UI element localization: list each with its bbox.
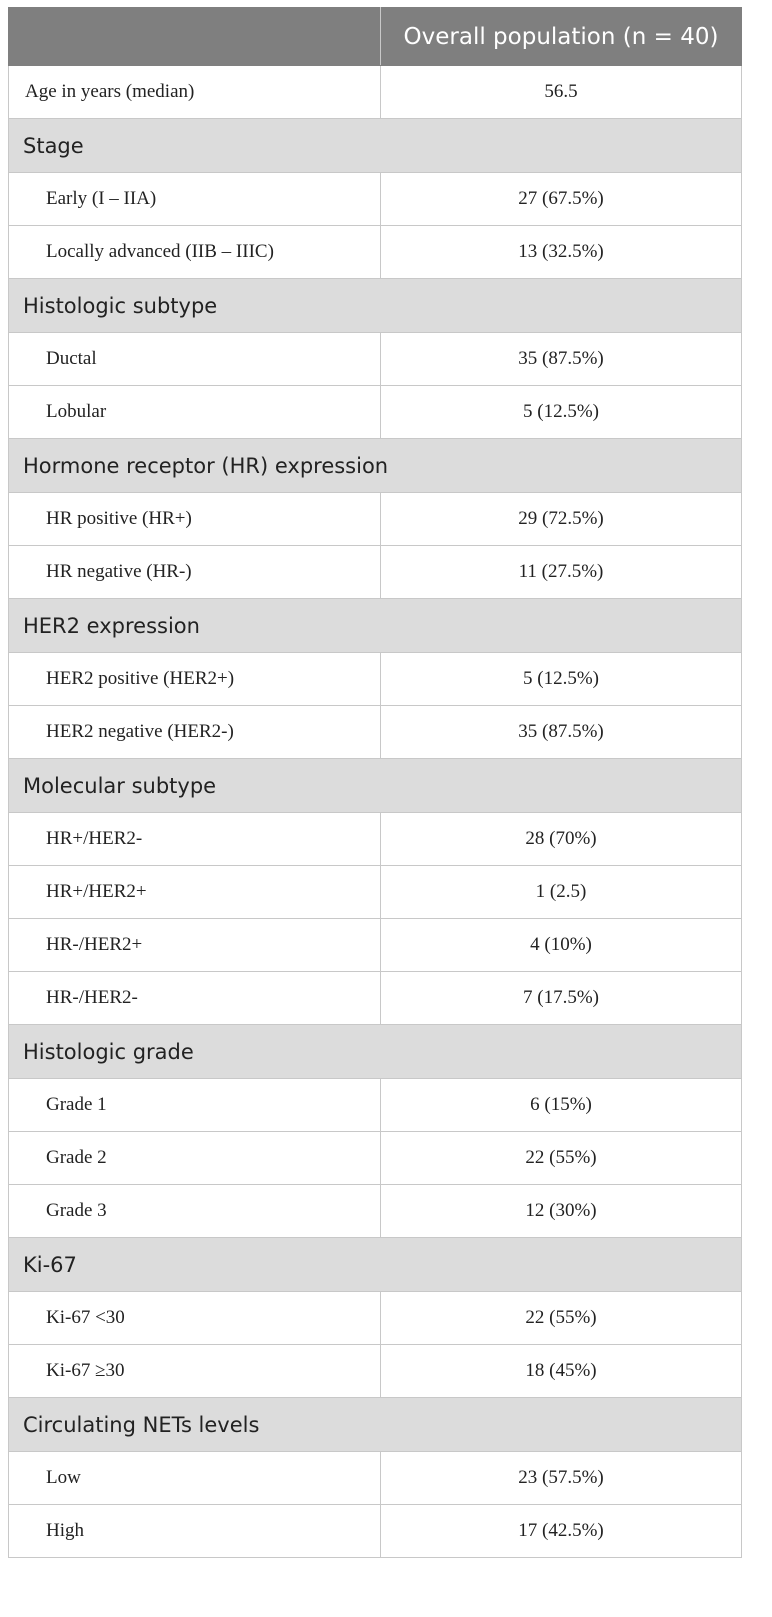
row-label: Grade 1	[9, 1079, 381, 1132]
table-row	[9, 1345, 742, 1398]
table-row	[9, 919, 742, 972]
row-label: Ductal	[9, 333, 381, 386]
row-value: 28 (70%)	[381, 813, 742, 866]
row-label: Age in years (median)	[9, 66, 381, 119]
row-value: 17 (42.5%)	[381, 1505, 742, 1558]
section-header-row	[9, 759, 742, 813]
row-value: 22 (55%)	[381, 1292, 742, 1345]
row-label: HR+/HER2-	[9, 813, 381, 866]
table-row	[9, 972, 742, 1025]
row-value: 22 (55%)	[381, 1132, 742, 1185]
table-row	[9, 1185, 742, 1238]
section-header-row	[9, 1025, 742, 1079]
table-row	[9, 493, 742, 546]
table-row	[9, 173, 742, 226]
row-label: HR positive (HR+)	[9, 493, 381, 546]
section-header-row	[9, 279, 742, 333]
row-label: HR negative (HR-)	[9, 546, 381, 599]
section-header-row	[9, 439, 742, 493]
section-header-label: HER2 expression	[9, 599, 742, 653]
row-value: 29 (72.5%)	[381, 493, 742, 546]
row-label: Ki-67 <30	[9, 1292, 381, 1345]
row-label: Grade 2	[9, 1132, 381, 1185]
section-header-row	[9, 1238, 742, 1292]
table-row	[9, 813, 742, 866]
row-value: 23 (57.5%)	[381, 1452, 742, 1505]
characteristics-table	[8, 7, 742, 1558]
section-header-row	[9, 599, 742, 653]
table-header-row	[9, 8, 742, 66]
table-row	[9, 1132, 742, 1185]
row-value: 1 (2.5)	[381, 866, 742, 919]
table-body	[9, 66, 742, 1558]
table-row	[9, 1452, 742, 1505]
table-row	[9, 386, 742, 439]
section-header-label: Histologic grade	[9, 1025, 742, 1079]
row-value: 18 (45%)	[381, 1345, 742, 1398]
row-value: 11 (27.5%)	[381, 546, 742, 599]
section-header-label: Stage	[9, 119, 742, 173]
row-value: 35 (87.5%)	[381, 333, 742, 386]
row-label: HER2 positive (HER2+)	[9, 653, 381, 706]
row-value: 7 (17.5%)	[381, 972, 742, 1025]
section-header-label: Ki-67	[9, 1238, 742, 1292]
row-value: 6 (15%)	[381, 1079, 742, 1132]
row-label: HER2 negative (HER2-)	[9, 706, 381, 759]
table-row	[9, 66, 742, 119]
section-header-row	[9, 119, 742, 173]
row-label: HR+/HER2+	[9, 866, 381, 919]
table-row	[9, 333, 742, 386]
section-header-label: Histologic subtype	[9, 279, 742, 333]
row-label: High	[9, 1505, 381, 1558]
row-label: Low	[9, 1452, 381, 1505]
table-row	[9, 866, 742, 919]
row-value: 12 (30%)	[381, 1185, 742, 1238]
row-label: Grade 3	[9, 1185, 381, 1238]
row-value: 5 (12.5%)	[381, 653, 742, 706]
row-label: Lobular	[9, 386, 381, 439]
table-row	[9, 1079, 742, 1132]
table-row	[9, 706, 742, 759]
row-label: Early (I – IIA)	[9, 173, 381, 226]
row-value: 35 (87.5%)	[381, 706, 742, 759]
row-value: 13 (32.5%)	[381, 226, 742, 279]
table-row	[9, 1292, 742, 1345]
row-label: Ki-67 ≥30	[9, 1345, 381, 1398]
row-value: 5 (12.5%)	[381, 386, 742, 439]
row-value: 4 (10%)	[381, 919, 742, 972]
section-header-label: Hormone receptor (HR) expression	[9, 439, 742, 493]
table-row	[9, 546, 742, 599]
section-header-label: Molecular subtype	[9, 759, 742, 813]
section-header-row	[9, 1398, 742, 1452]
row-label: HR-/HER2-	[9, 972, 381, 1025]
table-row	[9, 1505, 742, 1558]
table-row	[9, 226, 742, 279]
table-row	[9, 653, 742, 706]
row-value: 27 (67.5%)	[381, 173, 742, 226]
row-label: Locally advanced (IIB – IIIC)	[9, 226, 381, 279]
row-label: HR-/HER2+	[9, 919, 381, 972]
section-header-label: Circulating NETs levels	[9, 1398, 742, 1452]
row-value: 56.5	[381, 66, 742, 119]
header-cell-overall-population: Overall population (n = 40)	[381, 8, 742, 66]
header-cell-blank	[9, 8, 381, 66]
